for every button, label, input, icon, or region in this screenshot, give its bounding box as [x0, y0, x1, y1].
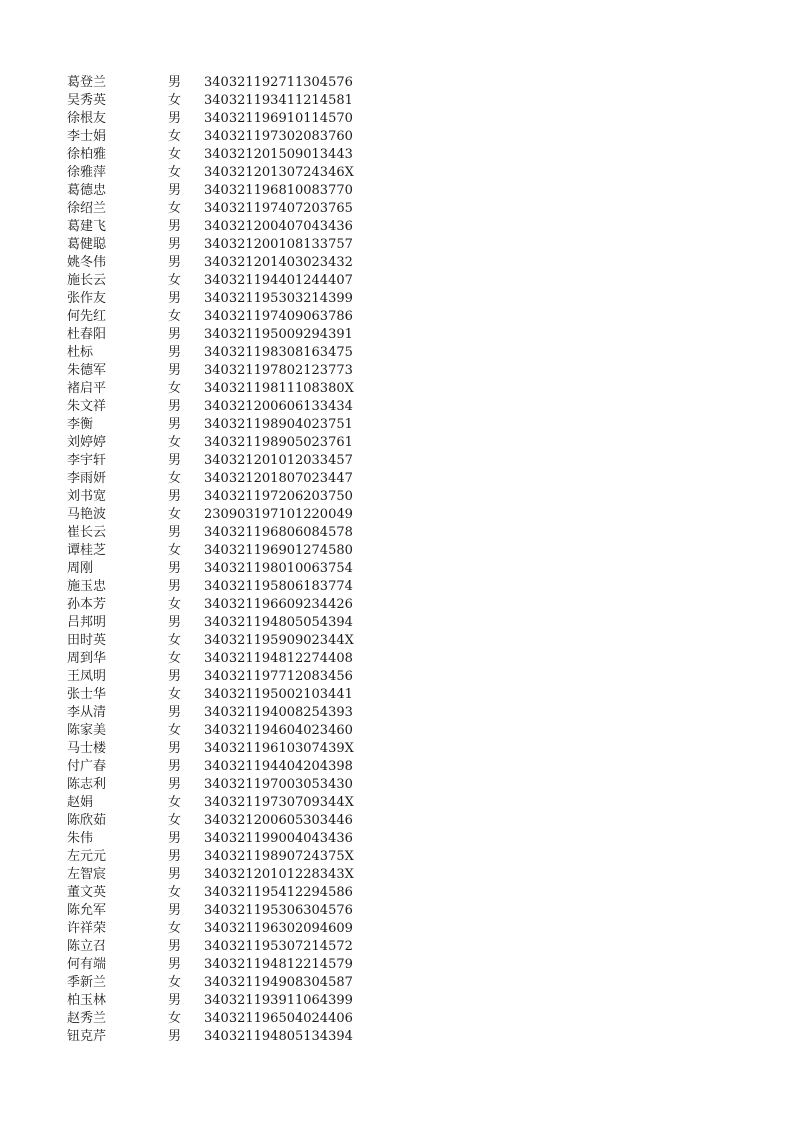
person-name-cell: 徐柏雅: [67, 147, 107, 162]
id-number-cell: 340321194008254393: [204, 705, 353, 720]
gender-cell: 男: [168, 705, 182, 720]
gender-cell: 男: [168, 453, 182, 468]
person-name-cell: 付广春: [67, 759, 107, 774]
person-name-cell: 谭桂芝: [67, 543, 107, 558]
gender-cell: 女: [168, 597, 182, 612]
table-row: [0, 758, 793, 776]
person-name-cell: 陈志利: [67, 777, 107, 792]
gender-cell: 男: [168, 291, 182, 306]
person-name-cell: 王凤明: [67, 669, 107, 684]
gender-cell: 男: [168, 669, 182, 684]
table-row: [0, 236, 793, 254]
gender-cell: 女: [168, 1011, 182, 1026]
id-number-cell: 340321194812214579: [204, 957, 353, 972]
id-number-cell: 340321197712083456: [204, 669, 353, 684]
id-number-cell: 34032119811108380X: [204, 381, 354, 396]
person-name-cell: 李衡: [67, 417, 94, 432]
id-number-cell: 340321194908304587: [204, 975, 353, 990]
gender-cell: 女: [168, 795, 182, 810]
id-number-cell: 340321200407043436: [204, 219, 353, 234]
id-number-cell: 340321195009294391: [204, 327, 353, 342]
id-number-cell: 340321197302083760: [204, 129, 353, 144]
gender-cell: 女: [168, 543, 182, 558]
table-row: [0, 1010, 793, 1028]
table-row: [0, 398, 793, 416]
gender-cell: 女: [168, 165, 182, 180]
id-number-cell: 340321194401244407: [204, 273, 353, 288]
gender-cell: 男: [168, 75, 182, 90]
table-row: [0, 578, 793, 596]
id-number-cell: 340321201403023432: [204, 255, 353, 270]
table-row: [0, 218, 793, 236]
table-row: [0, 848, 793, 866]
table-row: [0, 308, 793, 326]
id-number-cell: 34032120130724346X: [204, 165, 354, 180]
gender-cell: 男: [168, 1029, 182, 1044]
id-number-cell: 340321198904023751: [204, 417, 353, 432]
gender-cell: 女: [168, 147, 182, 162]
gender-cell: 女: [168, 435, 182, 450]
table-row: [0, 776, 793, 794]
gender-cell: 女: [168, 651, 182, 666]
gender-cell: 男: [168, 615, 182, 630]
id-number-cell: 340321200606133434: [204, 399, 353, 414]
id-number-cell: 340321196910114570: [204, 111, 353, 126]
table-row: [0, 614, 793, 632]
table-row: [0, 1028, 793, 1046]
id-number-cell: 230903197101220049: [204, 507, 353, 522]
person-name-cell: 马艳波: [67, 507, 107, 522]
person-name-cell: 徐雅萍: [67, 165, 107, 180]
person-name-cell: 徐绍兰: [67, 201, 107, 216]
id-number-cell: 340321197206203750: [204, 489, 353, 504]
person-name-cell: 左智宸: [67, 867, 107, 882]
id-number-cell: 34032120101228343X: [204, 867, 354, 882]
gender-cell: 女: [168, 273, 182, 288]
person-name-cell: 陈欣茹: [67, 813, 107, 828]
table-row: [0, 794, 793, 812]
table-row: [0, 470, 793, 488]
id-number-cell: 340321201509013443: [204, 147, 353, 162]
person-name-cell: 周刚: [67, 561, 94, 576]
gender-cell: 男: [168, 777, 182, 792]
id-number-cell: 340321196302094609: [204, 921, 353, 936]
table-row: [0, 182, 793, 200]
gender-cell: 男: [168, 111, 182, 126]
gender-cell: 男: [168, 867, 182, 882]
table-row: [0, 200, 793, 218]
person-name-cell: 李雨妍: [67, 471, 107, 486]
id-number-cell: 340321193911064399: [204, 993, 353, 1008]
table-row: [0, 902, 793, 920]
table-row: [0, 668, 793, 686]
table-row: [0, 704, 793, 722]
person-name-cell: 杜春阳: [67, 327, 107, 342]
gender-cell: 男: [168, 183, 182, 198]
id-number-cell: 34032119890724375X: [204, 849, 354, 864]
person-name-cell: 季新兰: [67, 975, 107, 990]
gender-cell: 女: [168, 129, 182, 144]
gender-cell: 女: [168, 633, 182, 648]
table-row: [0, 452, 793, 470]
person-name-cell: 徐根友: [67, 111, 107, 126]
gender-cell: 男: [168, 255, 182, 270]
id-number-cell: 340321195307214572: [204, 939, 353, 954]
person-name-cell: 张作友: [67, 291, 107, 306]
gender-cell: 男: [168, 903, 182, 918]
person-name-cell: 李士娟: [67, 129, 107, 144]
table-row: [0, 740, 793, 758]
gender-cell: 男: [168, 237, 182, 252]
gender-cell: 女: [168, 201, 182, 216]
table-row: [0, 920, 793, 938]
id-number-cell: 340321198905023761: [204, 435, 353, 450]
table-row: [0, 506, 793, 524]
person-name-cell: 姚冬伟: [67, 255, 107, 270]
gender-cell: 男: [168, 219, 182, 234]
table-row: [0, 722, 793, 740]
id-number-cell: 340321194812274408: [204, 651, 353, 666]
person-name-cell: 张士华: [67, 687, 107, 702]
gender-cell: 男: [168, 831, 182, 846]
gender-cell: 女: [168, 813, 182, 828]
person-name-cell: 陈家美: [67, 723, 107, 738]
gender-cell: 男: [168, 939, 182, 954]
gender-cell: 女: [168, 93, 182, 108]
id-number-cell: 340321200108133757: [204, 237, 353, 252]
id-number-cell: 340321197802123773: [204, 363, 353, 378]
person-name-cell: 朱文祥: [67, 399, 107, 414]
id-number-cell: 340321195306304576: [204, 903, 353, 918]
id-number-cell: 340321192711304576: [204, 75, 353, 90]
roster-table: [0, 74, 793, 1046]
person-name-cell: 施玉忠: [67, 579, 107, 594]
person-name-cell: 陈立召: [67, 939, 107, 954]
person-name-cell: 刘书宽: [67, 489, 107, 504]
person-name-cell: 何先红: [67, 309, 107, 324]
person-name-cell: 吕邦明: [67, 615, 107, 630]
id-number-cell: 34032119730709344X: [204, 795, 354, 810]
gender-cell: 男: [168, 561, 182, 576]
table-row: [0, 866, 793, 884]
person-name-cell: 董文英: [67, 885, 107, 900]
id-number-cell: 34032119590902344X: [204, 633, 354, 648]
table-row: [0, 416, 793, 434]
gender-cell: 女: [168, 975, 182, 990]
person-name-cell: 褚启平: [67, 381, 107, 396]
gender-cell: 女: [168, 885, 182, 900]
table-row: [0, 128, 793, 146]
id-number-cell: 340321194805134394: [204, 1029, 353, 1044]
person-name-cell: 崔长云: [67, 525, 107, 540]
table-row: [0, 560, 793, 578]
gender-cell: 男: [168, 525, 182, 540]
gender-cell: 男: [168, 489, 182, 504]
person-name-cell: 葛德忠: [67, 183, 107, 198]
table-row: [0, 272, 793, 290]
table-row: [0, 290, 793, 308]
person-name-cell: 赵秀兰: [67, 1011, 107, 1026]
gender-cell: 男: [168, 993, 182, 1008]
gender-cell: 男: [168, 345, 182, 360]
person-name-cell: 马士楼: [67, 741, 107, 756]
gender-cell: 男: [168, 579, 182, 594]
table-row: [0, 992, 793, 1010]
gender-cell: 女: [168, 723, 182, 738]
table-row: [0, 362, 793, 380]
table-row: [0, 938, 793, 956]
id-number-cell: 340321195303214399: [204, 291, 353, 306]
person-name-cell: 刘婷婷: [67, 435, 107, 450]
id-number-cell: 340321193411214581: [204, 93, 353, 108]
id-number-cell: 340321195806183774: [204, 579, 353, 594]
id-number-cell: 340321201807023447: [204, 471, 353, 486]
id-number-cell: 340321198308163475: [204, 345, 353, 360]
id-number-cell: 340321196901274580: [204, 543, 353, 558]
table-row: [0, 812, 793, 830]
id-number-cell: 340321194805054394: [204, 615, 353, 630]
table-row: [0, 974, 793, 992]
table-row: [0, 632, 793, 650]
person-name-cell: 周到华: [67, 651, 107, 666]
person-name-cell: 陈允军: [67, 903, 107, 918]
person-name-cell: 赵娟: [67, 795, 94, 810]
table-row: [0, 344, 793, 362]
person-name-cell: 吴秀英: [67, 93, 107, 108]
gender-cell: 女: [168, 471, 182, 486]
table-row: [0, 74, 793, 92]
gender-cell: 男: [168, 399, 182, 414]
id-number-cell: 340321199004043436: [204, 831, 353, 846]
person-name-cell: 田时英: [67, 633, 107, 648]
id-number-cell: 340321196810083770: [204, 183, 353, 198]
id-number-cell: 340321194604023460: [204, 723, 353, 738]
id-number-cell: 340321195002103441: [204, 687, 353, 702]
person-name-cell: 葛建飞: [67, 219, 107, 234]
id-number-cell: 340321196609234426: [204, 597, 353, 612]
gender-cell: 女: [168, 309, 182, 324]
gender-cell: 男: [168, 957, 182, 972]
id-number-cell: 340321197003053430: [204, 777, 353, 792]
gender-cell: 女: [168, 687, 182, 702]
table-row: [0, 542, 793, 560]
gender-cell: 女: [168, 381, 182, 396]
table-row: [0, 650, 793, 668]
gender-cell: 男: [168, 741, 182, 756]
person-name-cell: 柏玉林: [67, 993, 107, 1008]
table-row: [0, 830, 793, 848]
id-number-cell: 340321200605303446: [204, 813, 353, 828]
gender-cell: 男: [168, 849, 182, 864]
table-row: [0, 956, 793, 974]
person-name-cell: 钮克芹: [67, 1029, 107, 1044]
gender-cell: 男: [168, 327, 182, 342]
table-row: [0, 164, 793, 182]
id-number-cell: 340321198010063754: [204, 561, 353, 576]
table-row: [0, 884, 793, 902]
gender-cell: 女: [168, 507, 182, 522]
person-name-cell: 李从清: [67, 705, 107, 720]
person-name-cell: 何有端: [67, 957, 107, 972]
id-number-cell: 340321197407203765: [204, 201, 353, 216]
table-row: [0, 110, 793, 128]
id-number-cell: 340321201012033457: [204, 453, 353, 468]
id-number-cell: 340321197409063786: [204, 309, 353, 324]
table-row: [0, 686, 793, 704]
table-row: [0, 146, 793, 164]
person-name-cell: 许祥荣: [67, 921, 107, 936]
id-number-cell: 340321196806084578: [204, 525, 353, 540]
table-row: [0, 254, 793, 272]
table-row: [0, 488, 793, 506]
person-name-cell: 施长云: [67, 273, 107, 288]
id-number-cell: 340321194404204398: [204, 759, 353, 774]
person-name-cell: 葛登兰: [67, 75, 107, 90]
person-name-cell: 左元元: [67, 849, 107, 864]
id-number-cell: 340321195412294586: [204, 885, 353, 900]
person-name-cell: 朱德军: [67, 363, 107, 378]
person-name-cell: 葛健聪: [67, 237, 107, 252]
person-name-cell: 杜标: [67, 345, 94, 360]
id-number-cell: 34032119610307439X: [204, 741, 354, 756]
gender-cell: 男: [168, 759, 182, 774]
table-row: [0, 524, 793, 542]
table-row: [0, 434, 793, 452]
gender-cell: 男: [168, 417, 182, 432]
id-number-cell: 340321196504024406: [204, 1011, 353, 1026]
person-name-cell: 孙本芳: [67, 597, 107, 612]
table-row: [0, 596, 793, 614]
gender-cell: 女: [168, 921, 182, 936]
gender-cell: 男: [168, 363, 182, 378]
table-row: [0, 326, 793, 344]
person-name-cell: 李宇轩: [67, 453, 107, 468]
table-row: [0, 92, 793, 110]
person-name-cell: 朱伟: [67, 831, 94, 846]
table-row: [0, 380, 793, 398]
